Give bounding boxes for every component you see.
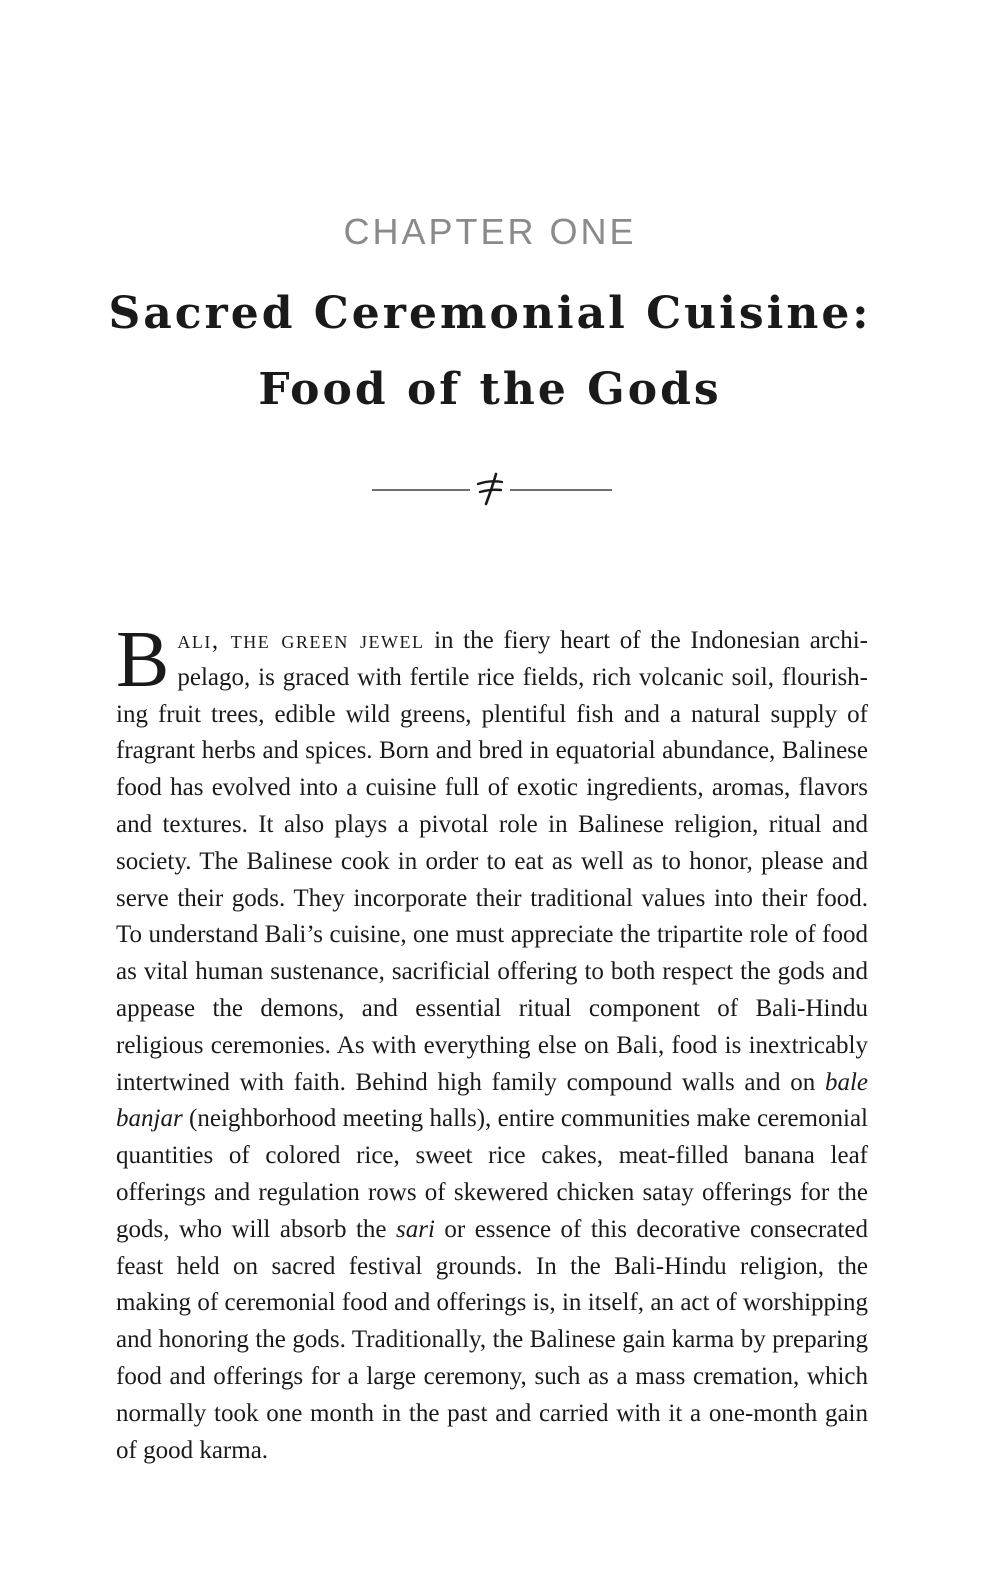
lead-in-smallcaps: ali, the green jewel — [177, 627, 425, 654]
fleuron-divider-icon — [370, 470, 614, 510]
body-text-segment-1: in the fiery heart of the Indonesian archipelago, is graced with fertile rice fields, rich volcanic soil, flourishing fruit trees, edible wild greens, plentiful fish and a natural supply of fragrant herbs and spices. Born and bred in equatorial abundance, Balinese food has evolved into a cuisine full of exotic ingredients, aromas, flavors and textures. It also plays a pivotal role in Balinese religion, ritual and society. The Balinese cook in order to eat as well as to honor, please and serve their gods. They incorporate their traditional values into their food. To understand Bali’s cuisine, one must appreciate the tripartite role of food as vital human sustenance, sacrificial offering to both respect the gods and appease the demons, and essential ritual component of Bali-Hindu religious ceremonies. As with everything else on Bali, food is inextricably intertwined with faith. Behind high family compound walls and on — [116, 627, 868, 1096]
chapter-title-line-2: Food of the Gods — [258, 364, 722, 415]
body-text-segment-2: (neighborhood meeting halls), entire communities make ceremonial quantities of colored rice, sweet rice cakes, meat-filled banana leaf offerings and regulation rows of skewered chicken satay offerings for the gods, who will absorb the — [116, 1105, 868, 1243]
body-text-segment-3: or essence of this decorative consecrated feast held on sacred festival grounds. In the Bali-Hindu religion, the making of ceremonial food and offerings is, in itself, an act of worshipping and honoring the gods. Traditionally, the Balinese gain karma by preparing food and offerings for a large ceremony, such as a mass cremation, which normally took one month in the past and carried with it a one-month gain of good karma. — [116, 1215, 868, 1464]
fleuron-ornament — [478, 474, 502, 504]
body-paragraph — [116, 616, 868, 1469]
chapter-label: CHAPTER ONE — [343, 211, 637, 252]
italic-term-sari: sari — [396, 1215, 435, 1243]
drop-cap: B — [116, 616, 170, 704]
chapter-title-line-1: Sacred Ceremonial Cuisine: — [108, 288, 872, 339]
italic-term-bale-banjar: bale banjar — [116, 1068, 868, 1133]
